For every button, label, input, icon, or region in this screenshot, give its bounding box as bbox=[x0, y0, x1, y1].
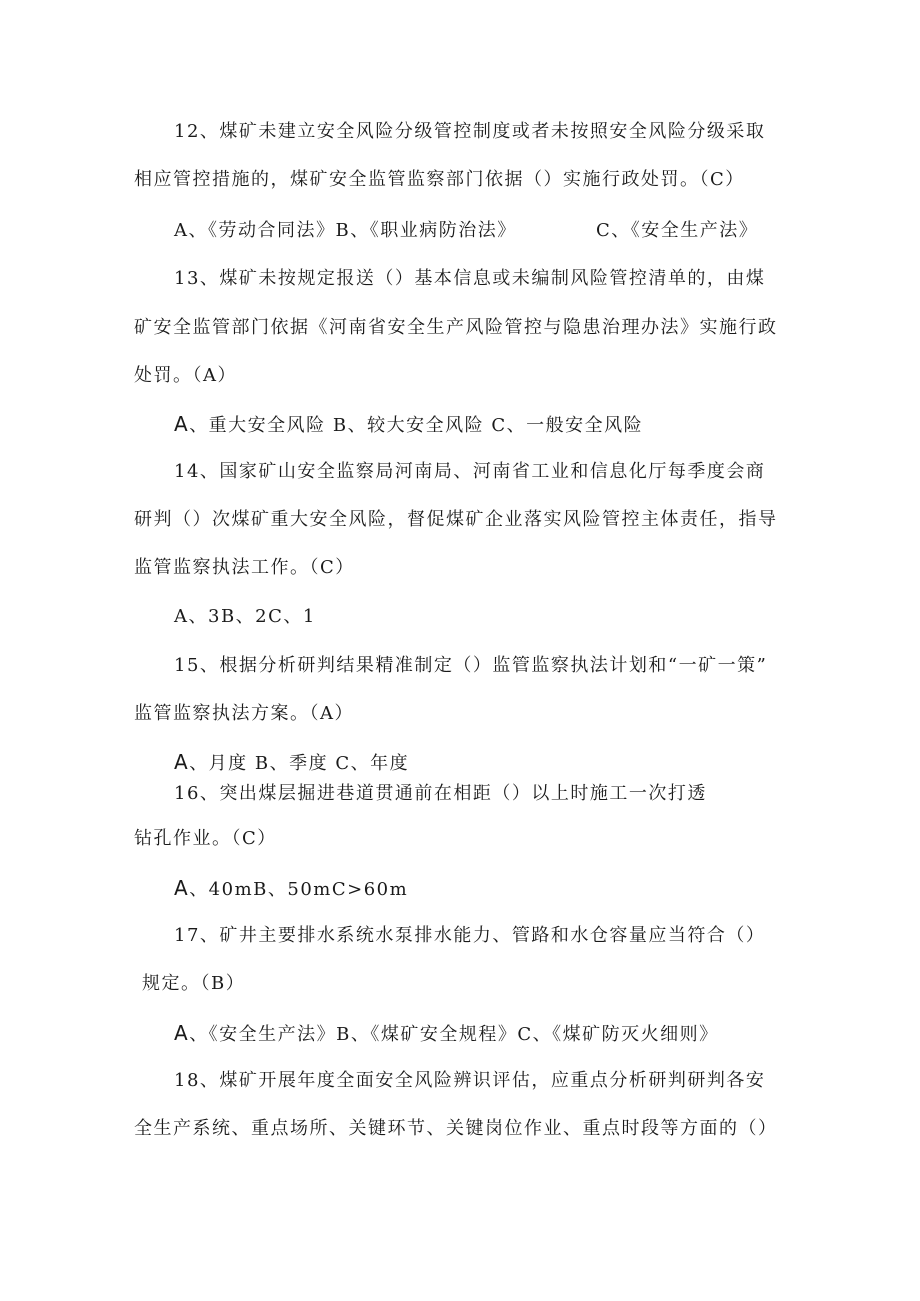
question-14-options: A、3B、2C、1 bbox=[174, 606, 316, 627]
question-17-option-letter: A bbox=[174, 1021, 190, 1045]
question-12-option-c: C、《安全生产法》 bbox=[596, 220, 759, 241]
question-13-line-3: 处罚。（A） bbox=[134, 365, 237, 386]
question-13-options-text: 、重大安全风险 B、较大安全风险 C、一般安全风险 bbox=[189, 415, 644, 436]
question-15-line-1: 15、根据分析研判结果精准制定（）监管监察执法计划和“一矿一策” bbox=[174, 655, 768, 676]
question-17-options-text: 、《安全生产法》B、《煤矿安全规程》C、《煤矿防灭火细则》 bbox=[189, 1024, 719, 1045]
question-17-line-1: 17、矿井主要排水系统水泵排水能力、管路和水仓容量应当符合（） bbox=[174, 925, 766, 946]
question-17-options bbox=[174, 1020, 719, 1048]
question-13-line-2: 矿安全监管部门依据《河南省安全生产风险管控与隐患治理办法》实施行政 bbox=[134, 317, 778, 338]
question-15-options bbox=[174, 749, 409, 777]
question-13-option-letter: A bbox=[174, 412, 190, 436]
question-15-options-text: 、月度 B、季度 C、年度 bbox=[189, 753, 410, 774]
question-16-option-letter: A bbox=[174, 876, 190, 900]
question-16-line-2: 钻孔作业。（C） bbox=[134, 828, 277, 849]
question-14-line-1: 14、国家矿山安全监察局河南局、河南省工业和信息化厅每季度会商 bbox=[174, 461, 766, 482]
question-18-line-2: 全生产系统、重点场所、关键环节、关键岗位作业、重点时段等方面的（） bbox=[134, 1118, 778, 1139]
question-12-line-1: 12、煤矿未建立安全风险分级管控制度或者未按照安全风险分级采取 bbox=[174, 121, 766, 142]
question-14-line-3: 监管监察执法工作。（C） bbox=[134, 557, 355, 578]
question-13-options bbox=[174, 411, 643, 439]
question-15-line-2: 监管监察执法方案。（A） bbox=[134, 703, 354, 724]
question-12-line-2: 相应管控措施的，煤矿安全监管监察部门依据（）实施行政处罚。（C） bbox=[134, 169, 745, 190]
question-16-line-1: 16、突出煤层掘进巷道贯通前在相距（）以上时施工一次打透 bbox=[174, 783, 707, 804]
question-15-option-letter: A bbox=[174, 750, 190, 774]
question-16-options-text: 、40mB、50mC>60m bbox=[189, 879, 409, 900]
question-16-options bbox=[174, 875, 408, 903]
question-14-line-2: 研判（）次煤矿重大安全风险，督促煤矿企业落实风险管控主体责任，指导 bbox=[134, 509, 778, 530]
question-18-line-1: 18、煤矿开展年度全面安全风险辨识评估，应重点分析研判研判各安 bbox=[174, 1070, 766, 1091]
question-13-line-1: 13、煤矿未按规定报送（）基本信息或未编制风险管控清单的，由煤 bbox=[174, 268, 766, 289]
question-17-line-2: 规定。（B） bbox=[142, 973, 246, 994]
question-12-options-ab: A、《劳动合同法》B、《职业病防治法》 bbox=[174, 220, 517, 241]
